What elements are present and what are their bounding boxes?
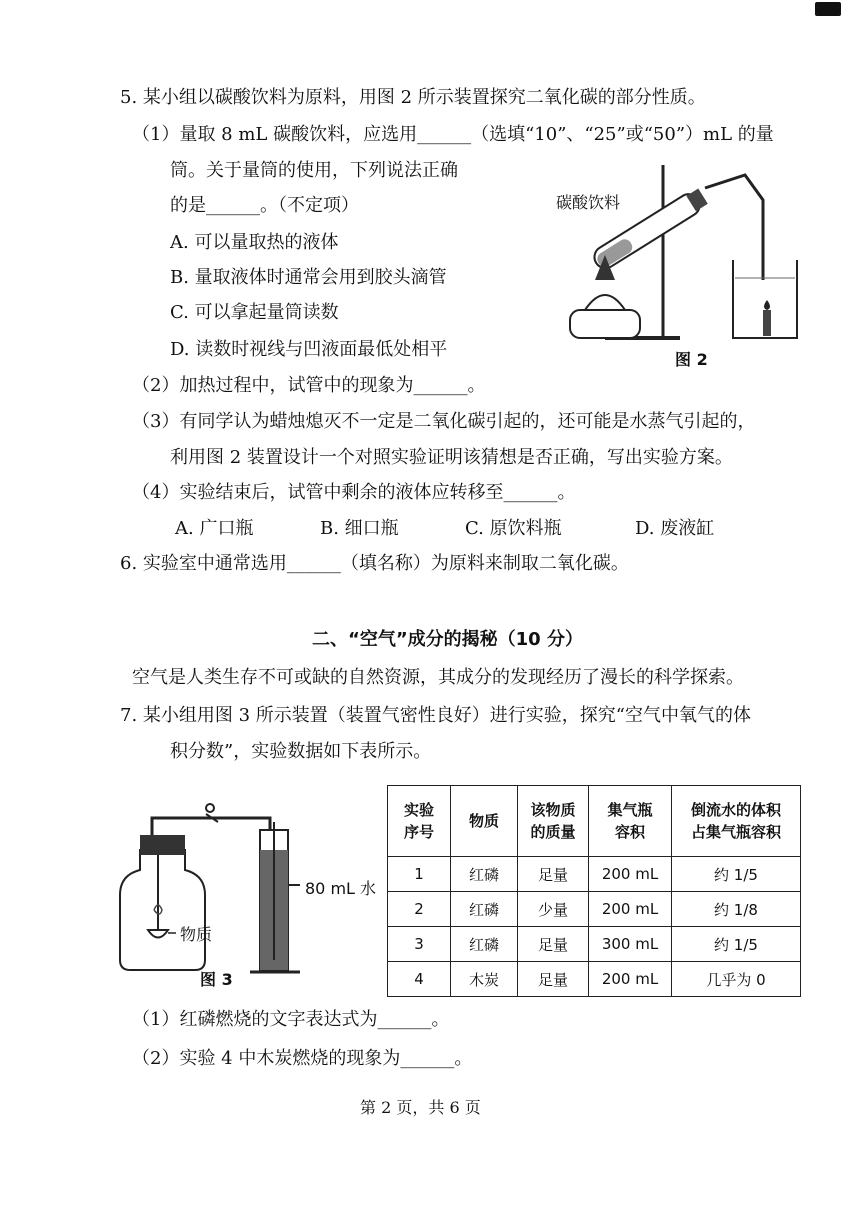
table-row <box>388 857 801 892</box>
table-cell: 200 mL <box>589 962 672 997</box>
fig3-substance-label: 物质 <box>180 925 213 944</box>
q5-part4: （4）实验结束后，试管中剩余的液体应转移至______。 <box>132 482 576 503</box>
table-header-row <box>388 786 801 857</box>
q5-option-b: B. 量取液体时通常会用到胶头滴管 <box>170 267 447 288</box>
table-row <box>388 927 801 962</box>
fig3-water-label: 80 mL 水 <box>305 879 377 898</box>
q5-part1-line1: （1）量取 8 mL 碳酸饮料，应选用______（选填“10”、“25”或“50”）mL 的量 <box>132 124 774 145</box>
table-cell: 1 <box>388 857 451 892</box>
table-cell: 足量 <box>518 857 589 892</box>
table-cell: 少量 <box>518 892 589 927</box>
table-cell: 约 1/8 <box>672 892 801 927</box>
table-cell: 红磷 <box>451 892 518 927</box>
table-cell: 木炭 <box>451 962 518 997</box>
col-header-backflow-ratio: 倒流水的体积 占集气瓶容积 <box>672 786 801 857</box>
fig3-caption: 图 3 <box>200 970 233 989</box>
figure-3-apparatus <box>110 790 310 990</box>
q7-stem-line1: 7. 某小组用图 3 所示装置（装置气密性良好）进行实验，探究“空气中氧气的体 <box>120 705 751 726</box>
q5-part1-line3: 的是______。（不定项） <box>170 195 359 216</box>
q5-part4-option-b: B. 细口瓶 <box>320 518 399 539</box>
table-cell: 300 mL <box>589 927 672 962</box>
col-header-bottle-volume: 集气瓶 容积 <box>589 786 672 857</box>
q5-part1-line2: 筒。关于量筒的使用，下列说法正确 <box>170 160 458 181</box>
fig2-caption: 图 2 <box>675 350 708 369</box>
table-cell: 200 mL <box>589 857 672 892</box>
section2-title: 二、“空气”成分的揭秘（10 分） <box>312 629 583 650</box>
q7-stem-line2: 积分数”，实验数据如下表所示。 <box>170 741 432 762</box>
q5-part4-option-a: A. 广口瓶 <box>175 518 254 539</box>
table-cell: 约 1/5 <box>672 927 801 962</box>
section2-intro: 空气是人类生存不可或缺的自然资源，其成分的发现经历了漫长的科学探索。 <box>132 667 744 688</box>
experiment-data-table <box>387 785 801 997</box>
q7-part2: （2）实验 4 中木炭燃烧的现象为______。 <box>132 1048 473 1069</box>
q7-part1: （1）红磷燃烧的文字表达式为______。 <box>132 1009 450 1030</box>
table-cell: 几乎为 0 <box>672 962 801 997</box>
q5-option-c: C. 可以拿起量筒读数 <box>170 302 339 323</box>
q5-stem: 5. 某小组以碳酸饮料为原料，用图 2 所示装置探究二氧化碳的部分性质。 <box>120 87 706 108</box>
table-cell: 约 1/5 <box>672 857 801 892</box>
q5-option-a: A. 可以量取热的液体 <box>170 232 339 253</box>
q5-part2: （2）加热过程中，试管中的现象为______。 <box>132 375 486 396</box>
q5-part4-option-c: C. 原饮料瓶 <box>465 518 562 539</box>
table-cell: 足量 <box>518 962 589 997</box>
table-cell: 3 <box>388 927 451 962</box>
table-row <box>388 892 801 927</box>
table-cell: 红磷 <box>451 857 518 892</box>
q5-part4-option-d: D. 废液缸 <box>635 518 715 539</box>
table-cell: 2 <box>388 892 451 927</box>
col-header-substance: 物质 <box>451 786 518 857</box>
q5-part3-line2: 利用图 2 装置设计一个对照实验证明该猜想是否正确，写出实验方案。 <box>170 447 733 468</box>
table-cell: 4 <box>388 962 451 997</box>
q5-part3-line1: （3）有同学认为蜡烛熄灭不一定是二氧化碳引起的，还可能是水蒸气引起的， <box>132 411 756 432</box>
page-number-footer: 第 2 页，共 6 页 <box>360 1098 481 1117</box>
col-header-experiment-no: 实验 序号 <box>388 786 451 857</box>
table-cell: 200 mL <box>589 892 672 927</box>
scan-corner-mark <box>815 2 841 16</box>
q6-stem: 6. 实验室中通常选用______（填名称）为原料来制取二氧化碳。 <box>120 553 629 574</box>
q5-option-d: D. 读数时视线与凹液面最低处相平 <box>170 339 448 360</box>
fig2-liquid-label: 碳酸饮料 <box>556 193 621 212</box>
table-row <box>388 962 801 997</box>
table-cell: 红磷 <box>451 927 518 962</box>
figure-2-apparatus <box>565 160 805 350</box>
table-cell: 足量 <box>518 927 589 962</box>
col-header-mass: 该物质 的质量 <box>518 786 589 857</box>
